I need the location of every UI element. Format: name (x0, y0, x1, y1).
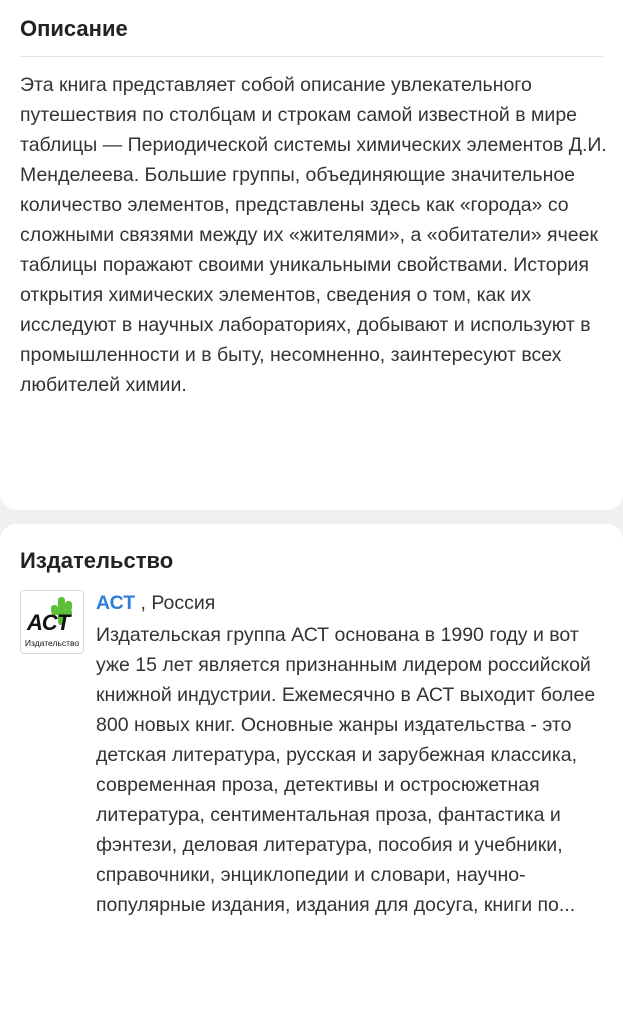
logo-text: АСТ (27, 610, 71, 635)
ast-logo-icon (21, 591, 83, 653)
publisher-name-line (96, 588, 215, 618)
publisher-title: Издательство (20, 548, 174, 573)
publisher-name-link[interactable]: АСТ (96, 592, 136, 614)
publisher-country: , Россия (135, 592, 216, 614)
description-divider (20, 56, 603, 57)
logo-caption: Издательство (24, 638, 80, 648)
description-text: Эта книга представляет собой описание увлекательного путешествия по столбцам и строкам самой известной в мире таблицы — Периодической системы химических элементов Д.И. Менделеева. Большие группы, объединяющие значительное количество элементов, представлены здесь как «города» со сложными связями между их «жителями», а «обитатели» ячеек таблицы поражают своими уникальными свойствами. История открытия химических элементов, сведения о том, как их исследуют в научных лабораториях, добывают и используют в промышленности и в быту, несомненно, заинтересуют всех любителей химии. (20, 74, 607, 396)
publisher-logo[interactable] (20, 590, 84, 654)
publisher-description: Издательская группа АСТ основана в 1990 году и вот уже 15 лет является признанным лидером российской книжной индустрии. Ежемесячно в АСТ выходит более 800 новых книг. Основные жанры издательства - это детская литература, русская и зарубежная классика, современная проза, детективы и остросюжетная литература, сентиментальная проза, фантастика и фэнтези, деловая литература, пособия и учебники, справочники, энциклопедии и словари, научно-популярные издания, издания для досуга, книги по... (96, 624, 596, 916)
description-title: Описание (20, 16, 128, 41)
publisher-card (0, 524, 623, 1014)
